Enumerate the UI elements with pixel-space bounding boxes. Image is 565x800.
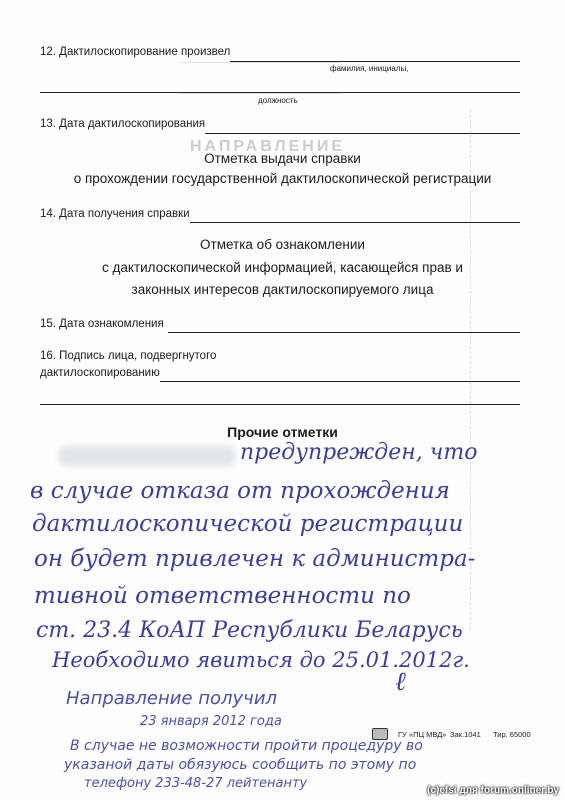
handwritten-line-4: он будет привлечен к администра-	[34, 546, 476, 572]
forum-watermark: (c)efsi для forum.onliner.by	[427, 785, 559, 796]
handwritten-note-3: телефону 233-48-27 лейтенанту	[84, 776, 308, 791]
field-12-label: 12. Дактилоскопирование произвел	[40, 46, 231, 58]
field-14-line	[190, 222, 520, 223]
handwritten-note-1: В случае не возможности пройти процедуру во	[70, 738, 423, 754]
field-13-label: 13. Дата дактилоскопирования	[40, 118, 206, 130]
handwritten-line-7: Необходимо явиться до 25.01.2012г.	[52, 648, 470, 672]
handwritten-received: Направление получил	[66, 688, 278, 709]
field-13-line	[205, 133, 520, 134]
section-acquaintance-line-2: с дактилоскопической информацией, касающейся прав и	[102, 260, 463, 275]
bleed-through-block	[180, 62, 340, 94]
handwritten-line-2: в случае отказа от прохождения	[30, 478, 450, 504]
handwritten-note-2: указаной даты обязуюсь сообщить по этому по	[64, 757, 417, 773]
field-12-line-2	[40, 92, 520, 93]
field-12-line	[230, 61, 520, 62]
field-15-line	[168, 332, 520, 333]
signature-scribble: ℓ	[395, 667, 406, 697]
handwritten-line-5: тивной ответственности по	[34, 583, 411, 609]
printer-order: Зак.1041	[450, 730, 481, 739]
field-16-label-line-1: 16. Подпись лица, подвергнутого	[40, 350, 217, 362]
field-16-label-line-2: дактилоскопированию	[40, 367, 160, 379]
handwritten-line-3: дактилоскопической регистрации	[32, 511, 464, 537]
section-acquaintance-title: Отметка об ознакомлении	[200, 237, 365, 252]
printer-run: Тир. 65000	[493, 730, 531, 739]
field-16-line	[160, 381, 520, 382]
handwritten-received-date: 23 января 2012 года	[140, 714, 282, 729]
field-12-caption-position: должность	[258, 96, 298, 105]
field-12-caption-names: фамилия, инициалы,	[330, 64, 409, 73]
field-16-line-2	[40, 404, 520, 405]
printer-name: ГУ «ПЦ МВД»	[398, 730, 447, 739]
bleed-through-title: НАПРАВЛЕНИЕ	[190, 138, 345, 155]
field-14-label: 14. Дата получения справки	[40, 208, 190, 220]
section-certificate-title: Отметка выдачи справки	[204, 151, 361, 166]
handwritten-line-1: предупрежден, что	[240, 440, 478, 465]
other-marks-heading: Прочие отметки	[227, 424, 338, 440]
field-15-label: 15. Дата ознакомления	[40, 318, 164, 330]
redacted-name	[58, 445, 236, 467]
handwritten-line-6: ст. 23.4 КоАП Республики Беларусь	[36, 618, 463, 643]
bleed-through-margin	[470, 110, 531, 630]
section-certificate-subtitle: о прохождении государственной дактилоскопической регистрации	[73, 171, 492, 186]
section-acquaintance-line-3: законных интересов дактилоскопируемого лица	[131, 282, 434, 297]
